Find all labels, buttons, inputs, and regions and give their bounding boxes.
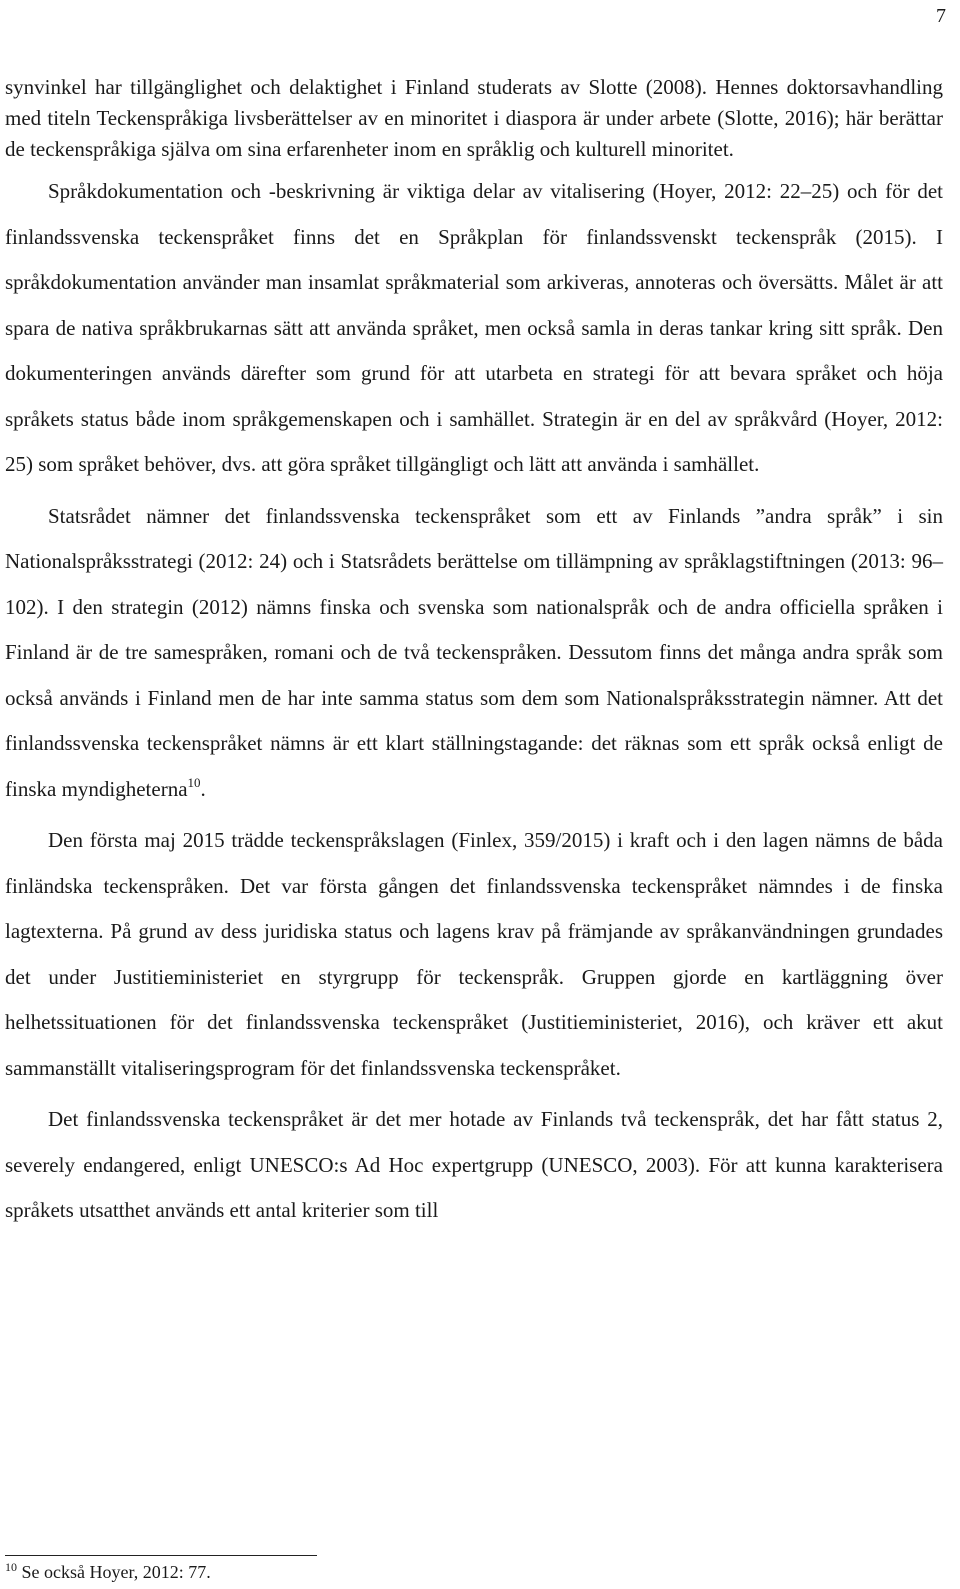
footnote-separator xyxy=(5,1555,317,1556)
body-text xyxy=(5,72,943,1240)
paragraph-3-end: . xyxy=(200,776,206,801)
paragraph-3-text: Statsrådet nämner det finlandssvenska teckenspråket som ett av Finlands ”andra språk” i sin Nationalspråksstrategi (2012: 24) och i Statsrådets berättelse om tillämpning av språklagstiftningen (2013: 96‒102). I den strategin (2012) nämns finska och svenska som nationalspråk och de andra officiella språken i Finland är de tre samespråken, romani och de två teckenspråken. Dessutom finns det många andra språk som också används i Finland men de har inte samma status som dem som Nationalspråksstrategin nämner. Att det finlandssvenska teckenspråket nämns är ett klart ställningstagande: det räknas som ett språk också enligt de finska myndigheterna xyxy=(5,503,943,801)
paragraph-5: Det finlandssvenska teckenspråket är det mer hotade av Finlands två teckenspråk, det har fått status 2, severely endangered, enligt UNESCO:s Ad Hoc expertgrupp (UNESCO, 2003). För att kunna karakterisera språkets utsatthet används ett antal kriterier som till xyxy=(5,1107,943,1222)
page-number: 7 xyxy=(936,5,946,27)
paragraph-2: Språkdokumentation och -beskrivning är viktiga delar av vitalisering (Hoyer, 2012: 22‒25) och för det finlandssvenska teckenspråket finns det en Språkplan för finlandssvenskt teckenspråk (2015). I språkdokumentation använder man insamlat språkmaterial som arkiveras, annoteras och översätts. Målet är att spara de nativa språkbrukarnas sätt att använda språket, men också samla in deras tankar kring sitt språk. Den dokumenteringen används därefter som grund för att utarbeta en strategi för att bevara språket och höja språkets status både inom språkgemenskapen och i samhället. Strategin är en del av språkvård (Hoyer, 2012: 25) som språket behöver, dvs. att göra språket tillgängligt och lätt att använda i samhället. xyxy=(5,179,943,476)
paragraph-4: Den första maj 2015 trädde teckenspråkslagen (Finlex, 359/2015) i kraft och i den lagen nämns de båda finländska teckenspråken. Det var första gången det finlandssvenska teckenspråket nämndes i de finska lagtexterna. På grund av dess juridiska status och lagens krav på främjande av språkanvändningen grundades det under Justitieministeriet en styrgrupp för teckenspråk. Gruppen gjorde en kartläggning över helhetssituationen för det finlandssvenska teckenspråket (Justitieministeriet, 2016), och kräver ett akut sammanställt vitaliseringsprogram för det finlandssvenska teckenspråket. xyxy=(5,828,943,1080)
footnote-text: Se också Hoyer, 2012: 77. xyxy=(17,1562,211,1582)
footnote xyxy=(5,1561,211,1583)
footnote-marker: 10 xyxy=(5,1560,17,1574)
paragraph-1: synvinkel har tillgänglighet och delaktighet i Finland studerats av Slotte (2008). Hennes doktorsavhandling med titeln Teckenspråkiga livsberättelser av en minoritet i diaspora är under arbete (Slotte, 2016); här berättar de teckenspråkiga själva om sina erfarenheter inom en språklig och kulturell minoritet. xyxy=(5,75,943,161)
footnote-reference[interactable]: 10 xyxy=(187,774,201,790)
paragraph-3 xyxy=(5,494,943,813)
